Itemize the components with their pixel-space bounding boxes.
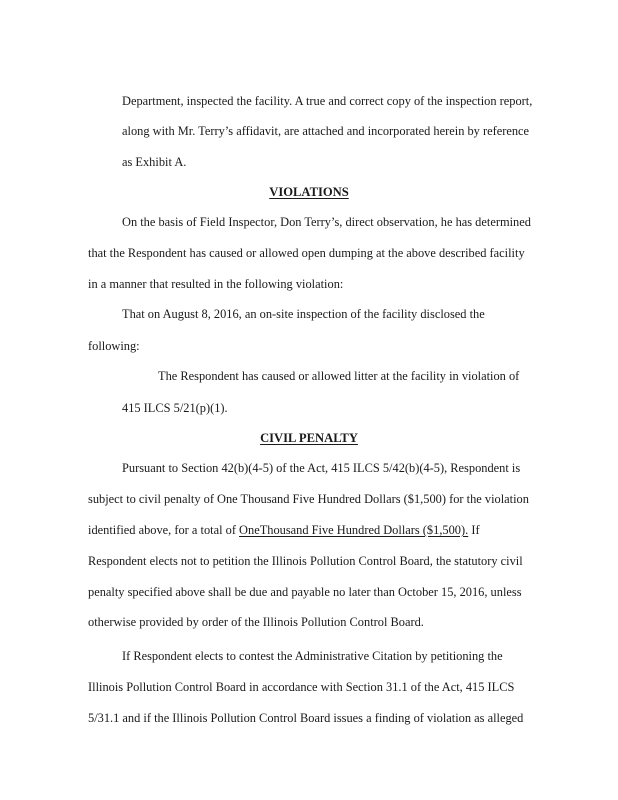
penalty-line-3 — [88, 522, 480, 538]
violations-heading: VIOLATIONS — [269, 185, 349, 199]
penalty-total-amount: OneThousand Five Hundred Dollars ($1,500). — [239, 523, 469, 537]
intro-line-2: along with Mr. Terry’s affidavit, are attached and incorporated herein by reference — [122, 124, 530, 138]
intro-line-1: Department, inspected the facility. A true and correct copy of the inspection report, — [122, 94, 533, 108]
civil-penalty-heading: CIVIL PENALTY — [260, 431, 358, 445]
contest-line-1: If Respondent elects to contest the Administrative Citation by petitioning the — [122, 649, 503, 663]
violations-line-2: that the Respondent has caused or allowed open dumping at the above described facility — [88, 246, 525, 260]
intro-line-3: as Exhibit A. — [122, 155, 187, 169]
penalty-line-2: subject to civil penalty of One Thousand Five Hundred Dollars ($1,500) for the violation — [88, 492, 529, 506]
penalty-line-1: Pursuant to Section 42(b)(4-5) of the Act, 415 ILCS 5/42(b)(4-5), Respondent is — [122, 461, 521, 475]
contest-line-2: Illinois Pollution Control Board in accordance with Section 31.1 of the Act, 415 ILCS — [88, 680, 515, 694]
penalty-line-4: Respondent elects not to petition the Illinois Pollution Control Board, the statutory civil — [88, 554, 523, 568]
penalty-line-5: penalty specified above shall be due and payable no later than October 15, 2016, unless — [88, 585, 522, 599]
penalty-line-3-post: If — [468, 523, 480, 537]
violations-line-3: in a manner that resulted in the following violation: — [88, 277, 344, 291]
violation-item-line-2: 415 ILCS 5/21(p)(1). — [122, 401, 228, 415]
violation-item-line-1: The Respondent has caused or allowed litter at the facility in violation of — [158, 369, 520, 383]
violations-line-1: On the basis of Field Inspector, Don Terry’s, direct observation, he has determined — [122, 215, 531, 229]
penalty-line-3-pre: identified above, for a total of — [88, 523, 240, 537]
contest-line-3: 5/31.1 and if the Illinois Pollution Control Board issues a finding of violation as alleged — [88, 711, 524, 725]
inspection-line-1: That on August 8, 2016, an on-site inspection of the facility disclosed the — [122, 307, 485, 321]
penalty-line-6: otherwise provided by order of the Illinois Pollution Control Board. — [88, 615, 424, 629]
inspection-line-2: following: — [88, 339, 140, 353]
